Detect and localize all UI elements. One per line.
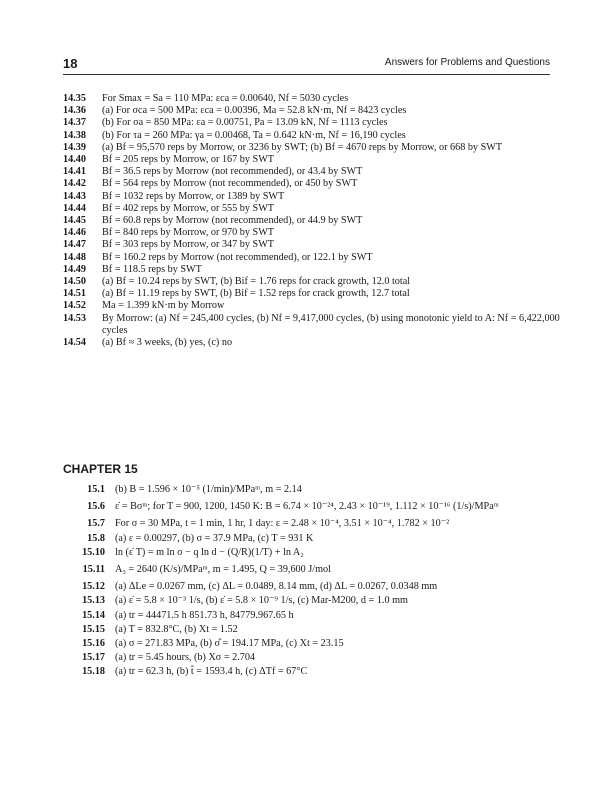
answer-15-15: 15.15 (a) T = 832.8°C, (b) Xt = 1.52 bbox=[82, 623, 238, 635]
answer-14-42: 14.42 Bf = 564 reps by Morrow (not recommended), or 450 by SWT bbox=[63, 178, 358, 190]
answer-14-39: 14.39 (a) Bf = 95,570 reps by Morrow, or 3236 by SWT; (b) Bf = 4670 reps by Morrow, or 668 by SWT bbox=[63, 141, 503, 153]
answer-15-18: 15.18 (a) tr = 62.3 h, (b) t̂ = 1593.4 h, (c) ΔTf = 67°C bbox=[82, 666, 308, 678]
answer-15-12: 15.12 (a) ΔLe = 0.0267 mm, (c) ΔL = 0.0489, 8.14 mm, (d) ΔL = 0.0267, 0.0348 mm bbox=[82, 581, 438, 593]
answer-14-38: 14.38 (b) For τa = 260 MPa: γa = 0.00468, Ta = 0.642 kN·m, Nf = 16,190 cycles bbox=[63, 129, 406, 141]
answer-14-37: 14.37 (b) For σa = 850 MPa: εa = 0.00751, Pa = 13.09 kN, Nf = 1113 cycles bbox=[63, 117, 388, 129]
answer-14-47: 14.47 Bf = 303 reps by Morrow, or 347 by SWT bbox=[63, 239, 275, 251]
page-number: 18 bbox=[63, 56, 78, 71]
answer-15-14: 15.14 (a) tr = 44471.5 h 851.73 h, 84779.967.65 h bbox=[82, 609, 294, 621]
answer-14-49: 14.49 Bf = 118.5 reps by SWT bbox=[63, 263, 202, 275]
answer-14-52: 14.52 Ma = 1.399 kN·m by Morrow bbox=[63, 300, 225, 312]
answer-14-43: 14.43 Bf = 1032 reps by Morrow, or 1389 by SWT bbox=[63, 190, 285, 202]
answer-15-8: 15.8 (a) ε = 0.00297, (b) σ = 37.9 MPa, (c) T = 931 K bbox=[87, 532, 314, 544]
answer-14-50: 14.50 (a) Bf = 10.24 reps by SWT, (b) Bif = 1.76 reps for crack growth, 12.0 total bbox=[63, 276, 411, 288]
page-header bbox=[63, 56, 550, 75]
answer-15-17: 15.17 (a) tr = 5.45 hours, (b) Xσ = 2.704 bbox=[82, 652, 256, 664]
answer-14-46: 14.46 Bf = 840 reps by Morrow, or 970 by SWT bbox=[63, 227, 275, 239]
answer-15-1: 15.1 (b) B = 1.596 × 10⁻⁵ (1/min)/MPaᵐ, m = 2.14 bbox=[87, 484, 302, 495]
running-title: Answers for Problems and Questions bbox=[384, 57, 550, 68]
chapter-15-answers bbox=[63, 484, 563, 681]
answer-15-13: 15.13 (a) ε̇ = 5.8 × 10⁻³ 1/s, (b) ε̇ = 5.8 × 10⁻⁹ 1/s, (c) Mar-M200, d = 1.0 mm bbox=[82, 595, 408, 607]
answer-15-10: 15.10 ln (ε̇ T) = m ln σ − q ln d − (Q/R)(1/T) + ln A₂ bbox=[82, 546, 304, 558]
answer-14-40: 14.40 Bf = 205 reps by Morrow, or 167 by SWT bbox=[63, 154, 275, 166]
chapter-15-heading: CHAPTER 15 bbox=[63, 462, 138, 476]
answer-14-41: 14.41 Bf = 36.5 reps by Morrow (not recommended), or 43.4 by SWT bbox=[63, 166, 363, 178]
answer-15-7: 15.7 For σ = 30 MPa, t = 1 min, 1 hr, 1 day: ε = 2.48 × 10⁻⁴, 3.51 × 10⁻⁴, 1.782 × 10⁻² bbox=[87, 518, 450, 530]
answer-14-53: 14.53 By Morrow: (a) Nf = 245,400 cycles, (b) Nf = 9,417,000 cycles, (b) using monotonic yield to A: Nf = 6,422,000 cycles bbox=[63, 312, 560, 336]
answer-14-35: 14.35 For Smax = Sa = 110 MPa: εca = 0.00640, Nf = 5030 cycles bbox=[63, 93, 349, 104]
answer-14-48: 14.48 Bf = 160.2 reps by Morrow (not recommended), or 122.1 by SWT bbox=[63, 251, 373, 263]
answer-14-36: 14.36 (a) For σca = 500 MPa: εca = 0.00396, Ma = 52.8 kN·m, Nf = 8423 cycles bbox=[63, 105, 407, 117]
chapter-14-answers bbox=[63, 93, 563, 349]
answer-15-11: 15.11 A₃ = 2640 (K/s)/MPaᵐ, m = 1.495, Q = 39,600 J/mol bbox=[82, 564, 331, 576]
answer-14-51: 14.51 (a) Bf = 11.19 reps by SWT, (b) Bif = 1.52 reps for crack growth, 12.7 total bbox=[63, 288, 410, 300]
answer-14-54: 14.54 (a) Bf ≈ 3 weeks, (b) yes, (c) no bbox=[63, 337, 233, 349]
answer-14-45: 14.45 Bf = 60.8 reps by Morrow (not recommended), or 44.9 by SWT bbox=[63, 215, 363, 227]
answer-15-16: 15.16 (a) σ = 271.83 MPa, (b) σ̂ = 194.17 MPa, (c) Xt = 23.15 bbox=[82, 638, 344, 650]
answer-15-6: 15.6 ε̇ = Bσᵐ; for T = 900, 1200, 1450 K: B = 6.74 × 10⁻²⁴, 2.43 × 10⁻¹⁹, 1.112 × 10⁻¹⁶ (1/s)/MPaᵐ bbox=[87, 501, 499, 513]
answer-14-44: 14.44 Bf = 402 reps by Morrow, or 555 by SWT bbox=[63, 202, 275, 214]
